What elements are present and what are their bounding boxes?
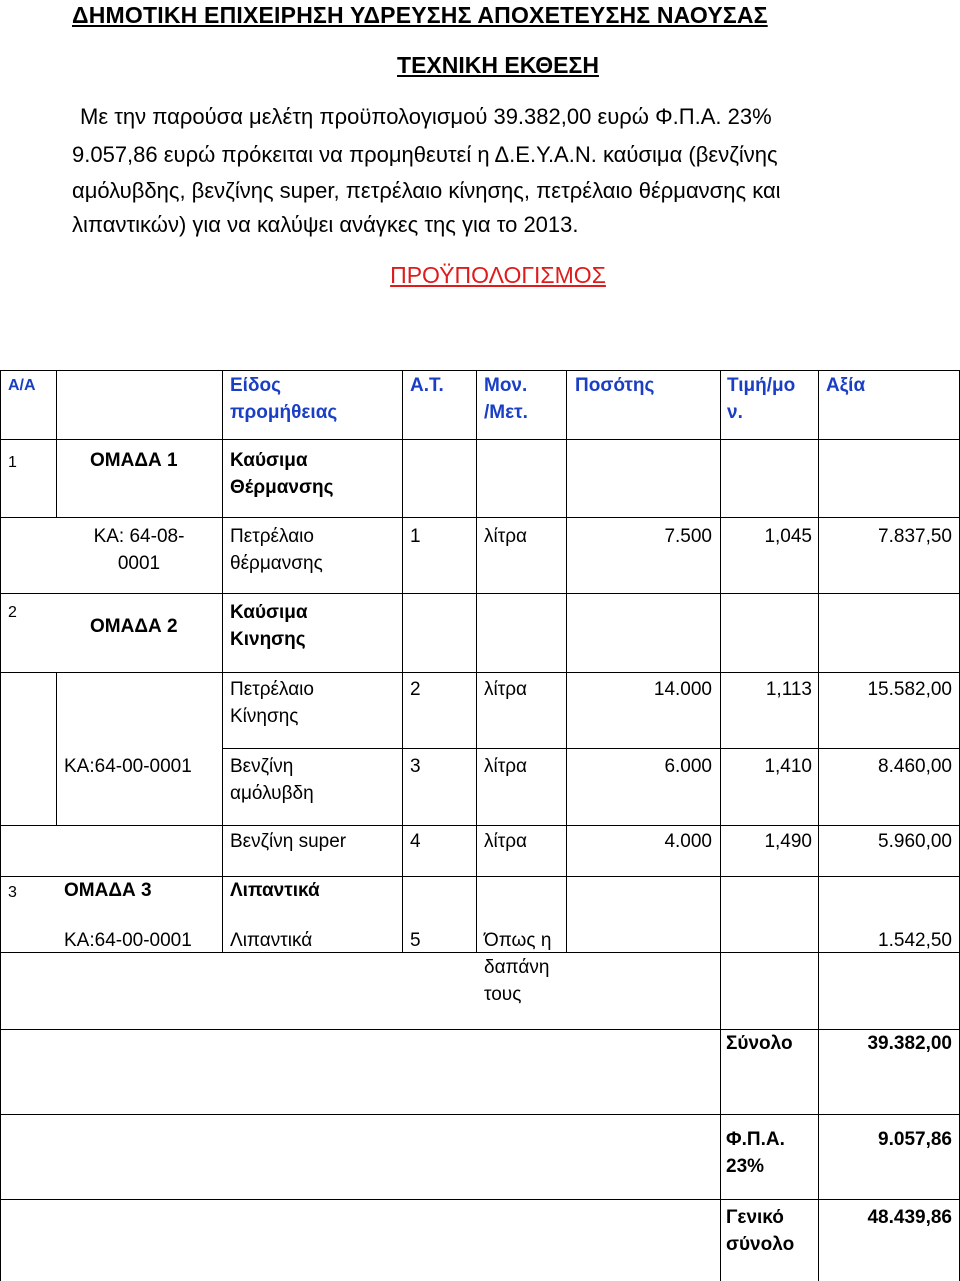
group3-item: Λιπαντικά [230, 930, 313, 951]
document-title: ΔΗΜΟΤΙΚΗ ΕΠΙΧΕΙΡΗΣΗ ΥΔΡΕΥΣΗΣ ΑΠΟΧΕΤΕΥΣΗΣ ΝΑΟΥΣΑΣ [72, 2, 768, 28]
column-divider [222, 370, 223, 953]
table-border-top [0, 370, 960, 371]
group2-item2-at: 3 [410, 756, 421, 777]
sum-value: 39.382,00 [867, 1033, 952, 1054]
group2-item1-value: 15.582,00 [867, 679, 952, 700]
group1-code [64, 523, 214, 577]
group3-num: 3 [8, 884, 17, 901]
intro-line-3: αμόλυβδης, βενζίνης super, πετρέλαιο κίνησης, πετρέλαιο θέρμανσης και [72, 178, 781, 203]
group1-category-line2: Θέρμανσης [230, 477, 334, 498]
column-divider [566, 370, 567, 953]
group2-item3-value: 5.960,00 [878, 831, 952, 852]
column-divider [402, 370, 403, 953]
group3-at: 5 [410, 930, 421, 951]
group2-item1-line2: Κίνησης [230, 706, 299, 727]
group1-code-line1: ΚΑ: 64-08- [93, 526, 185, 547]
group2-item2-price: 1,410 [764, 756, 812, 777]
intro-line-1: Με την παρούσα μελέτη προϋπολογισμού 39.382,00 ευρώ Φ.Π.Α. 23% [80, 104, 772, 129]
group2-item2-value: 8.460,00 [878, 756, 952, 777]
header-unit-line1: Μον. [484, 375, 528, 396]
row-divider [0, 593, 960, 594]
group2-item2-line1: Βενζίνη [230, 756, 294, 777]
group3-unit-line3: τους [484, 984, 522, 1005]
group2-item1-unit: λίτρα [484, 679, 528, 700]
header-price-line1: Τιμή/μο [727, 375, 796, 396]
header-type-line1: Είδος [230, 375, 281, 396]
group2-item3: Βενζίνη super [230, 831, 347, 852]
column-divider [720, 370, 721, 1281]
group2-category-line2: Κινησης [230, 629, 306, 650]
group1-at: 1 [410, 526, 421, 547]
group1-code-line2: 0001 [117, 553, 161, 574]
group2-item1-price: 1,113 [765, 679, 812, 700]
group1-item [230, 523, 323, 577]
group1-value: 7.837,50 [878, 526, 952, 547]
group2-item1-at: 2 [410, 679, 421, 700]
row-divider [0, 1199, 960, 1200]
group3-category: Λιπαντικά [230, 880, 320, 901]
column-divider [56, 370, 57, 518]
intro-line-4: λιπαντικών) για να καλύψει ανάγκες της για το 2013. [72, 212, 579, 237]
header-aa: Α/Α [8, 377, 36, 394]
grand-total-label-line2: σύνολο [726, 1234, 795, 1255]
group2-item3-price: 1,490 [764, 831, 812, 852]
budget-table [0, 370, 960, 1281]
group2-item2-qty: 6.000 [664, 756, 712, 777]
group2-name: ΟΜΑΔΑ 2 [90, 616, 178, 637]
group2-code: ΚΑ:64-00-0001 [64, 756, 192, 777]
column-divider [818, 370, 819, 1281]
column-divider [476, 370, 477, 953]
sum-label: Σύνολο [726, 1033, 793, 1054]
intro-line-2: 9.057,86 ευρώ πρόκειται να προμηθευτεί η Δ.Ε.Υ.Α.Ν. καύσιμα (βενζίνης [72, 142, 778, 167]
vat-value: 9.057,86 [878, 1129, 952, 1150]
row-divider [0, 1029, 960, 1030]
group3-code: ΚΑ:64-00-0001 [64, 930, 192, 951]
group1-item-line1: Πετρέλαιο [230, 526, 314, 547]
header-type [230, 372, 337, 426]
group2-item3-at: 4 [410, 831, 421, 852]
grand-total-label-line1: Γενικό [726, 1207, 784, 1228]
group2-item1 [230, 676, 314, 730]
row-divider [0, 517, 960, 518]
group2-item1-line1: Πετρέλαιο [230, 679, 314, 700]
header-qty: Ποσότης [575, 375, 655, 396]
group2-item3-qty: 4.000 [664, 831, 712, 852]
group1-qty: 7.500 [664, 526, 712, 547]
group1-num: 1 [8, 454, 17, 471]
group3-value: 1.542,50 [878, 930, 952, 951]
group2-item1-qty: 14.000 [653, 679, 712, 700]
row-divider [0, 1114, 960, 1115]
column-divider [56, 672, 57, 826]
group1-category [230, 447, 333, 501]
group2-item2 [230, 753, 314, 807]
group1-category-line1: Καύσιμα [230, 450, 308, 471]
group1-name: ΟΜΑΔΑ 1 [90, 450, 178, 471]
header-price [727, 372, 795, 426]
group2-category-line1: Καύσιμα [230, 602, 308, 623]
vat-label [726, 1126, 785, 1180]
group1-item-line2: θέρμανσης [230, 553, 323, 574]
group1-price: 1,045 [764, 526, 812, 547]
header-unit [484, 372, 528, 426]
header-price-line2: ν. [727, 402, 743, 423]
table-border-left [0, 370, 1, 1281]
header-unit-line2: /Μετ. [484, 402, 528, 423]
group2-item2-line2: αμόλυβδη [230, 783, 314, 804]
header-at: Α.Τ. [410, 375, 444, 396]
group3-unit [484, 927, 551, 1008]
group2-item3-unit: λίτρα [484, 831, 528, 852]
row-divider [0, 825, 960, 826]
group2-item2-unit: λίτρα [484, 756, 528, 777]
row-divider [222, 748, 960, 749]
group3-name: ΟΜΑΔΑ 3 [64, 880, 152, 901]
row-divider [0, 672, 960, 673]
vat-label-line2: 23% [726, 1156, 765, 1177]
group3-unit-line1: Όπως η [484, 930, 552, 951]
grand-total-value: 48.439,86 [867, 1207, 952, 1228]
group3-unit-line2: δαπάνη [484, 957, 550, 978]
header-type-line2: προμήθειας [230, 402, 338, 423]
header-value: Αξία [826, 375, 866, 396]
group1-unit: λίτρα [484, 526, 528, 547]
budget-title: ΠΡΟΫΠΟΛΟΓΙΣΜΟΣ [390, 262, 606, 288]
row-divider [0, 439, 960, 440]
document-subtitle: ΤΕΧΝΙΚΗ ΕΚΘΕΣΗ [397, 52, 599, 78]
vat-label-line1: Φ.Π.Α. [726, 1129, 785, 1150]
group2-num: 2 [8, 604, 17, 621]
grand-total-label [726, 1204, 794, 1258]
group2-category [230, 599, 308, 653]
